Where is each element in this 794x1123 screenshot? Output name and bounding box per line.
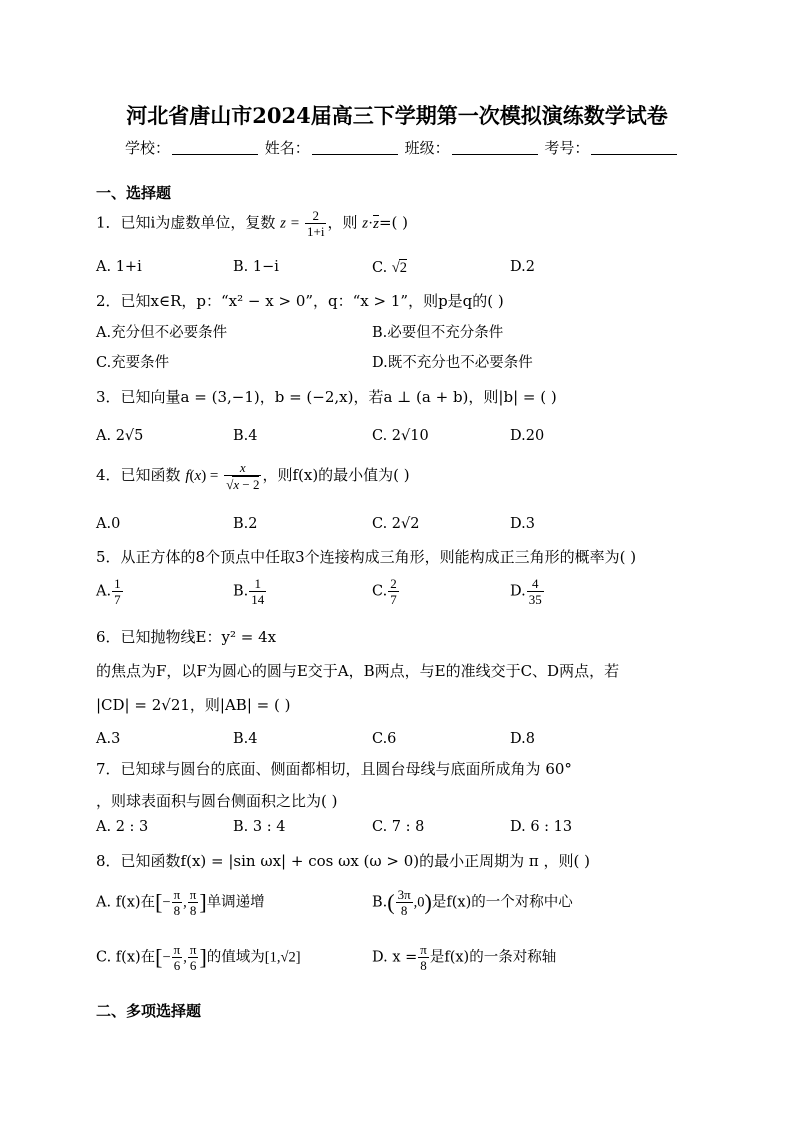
q4-option-b[interactable]: B.2 [233,516,258,532]
q8-option-b-post: 是f(x)的一个对称中心 [431,894,573,911]
question-6-line3: |CD| = 2√21，则|AB| = ( ) [96,696,291,714]
q1-option-c-label: C. [372,260,392,276]
question-5: 5．从正方体的8个顶点中任取3个连接构成三角形，则能构成正三角形的概率为( ) [96,548,637,566]
q4-text-post: ，则f(x)的最小值为( ) [262,466,410,484]
page-title: 河北省唐山市2024届高三下学期第一次模拟演练数学试卷 [126,103,668,128]
q8-option-d-post: 是f(x)的一条对称轴 [429,949,557,966]
q5-option-d-label: D. [510,583,526,600]
q4-number: 4． [96,466,121,484]
question-6-line2: 的焦点为F，以F为圆心的圆与E交于A，B两点，与E的准线交于C、D两点，若 [96,662,620,680]
q8-option-b-pre: B. [372,894,388,911]
q2-option-b[interactable]: B.必要但不充分条件 [372,325,504,341]
question-6-line1: 6．已知抛物线E：y² = 4x [96,628,277,646]
q5-option-a-label: A. [96,583,112,600]
q3-option-a[interactable]: A. 2√5 [96,428,144,444]
q6-option-b[interactable]: B.4 [233,731,258,747]
question-7-line1: 7．已知球与圆台的底面、侧面都相切，且圆台母线与底面所成角为 60° [96,760,572,778]
q5-option-d[interactable]: D. $\frac{4}{35}$ [510,576,542,607]
q1-fraction: $\frac{2}{1+i}$ [307,208,325,239]
section-2-heading: 二、多项选择题 [96,1002,202,1020]
q4-fraction: $\frac{x}{√x - 2}$ [226,460,260,492]
q3-option-b[interactable]: B.4 [233,428,258,444]
q4-option-d[interactable]: D.3 [510,516,535,532]
q8-option-a-pre: A. f(x)在 [96,894,156,911]
q3-option-c[interactable]: C. 2√10 [372,428,429,444]
question-7-line2: ，则球表面积与圆台侧面积之比为( ) [96,792,338,810]
q1-number: 1． [96,213,121,232]
q8-option-d[interactable]: D. x = $\frac{\pi}{8}$ 是f(x)的一条对称轴 [372,942,557,973]
q2-option-d[interactable]: D.既不充分也不必要条件 [372,355,533,371]
student-info-line [125,137,679,158]
q1-option-c[interactable]: C. √2 [372,260,408,276]
school-blank[interactable] [172,140,258,155]
q7-option-b[interactable]: B. 3 : 4 [233,819,286,835]
q6-option-a[interactable]: A.3 [96,731,121,747]
q8-option-c[interactable]: C. f(x)在[− $\frac{\pi}{6}$ , $\frac{\pi}{6}$ ]的值域为[1,√2] [96,942,301,973]
q8-option-c-pre: C. f(x)在 [96,949,156,966]
name-label: 姓名： [264,139,310,157]
class-label: 班级： [404,139,450,157]
q8-option-d-pre: D. x = [372,949,418,966]
section-1-heading: 一、选择题 [96,184,172,202]
q5-option-a[interactable]: A. $\frac{1}{7}$ [96,576,121,607]
q8-option-a[interactable]: A. f(x)在[− $\frac{\pi}{8}$ , $\frac{\pi}{8}$ ]单调递增 [96,887,265,918]
question-3: 3．已知向量a = (3,−1)，b = (−2,x)，若a ⊥ (a + b)，则|b| = ( ) [96,388,557,406]
q6-option-c[interactable]: C.6 [372,731,397,747]
q1-text-mid: ，则 [327,213,358,232]
q6-option-d[interactable]: D.8 [510,731,535,747]
q2-option-c[interactable]: C.充要条件 [96,355,170,371]
q5-option-b-label: B. [233,583,249,600]
name-blank[interactable] [312,140,398,155]
number-blank[interactable] [591,140,677,155]
q8-option-c-value: [1,√2] [264,949,301,966]
q4-text-pre: 已知函数 [120,466,181,484]
q2-option-a[interactable]: A.充分但不必要条件 [96,325,228,341]
question-2: 2．已知x∈R，p：“x² − x > 0”，q：“x > 1”，则p是q的( ) [96,292,504,310]
class-blank[interactable] [452,140,538,155]
q1-option-d[interactable]: D.2 [510,259,535,275]
q1-option-b[interactable]: B. 1−i [233,259,279,275]
q5-option-c[interactable]: C. $\frac{2}{7}$ [372,576,397,607]
q8-option-b[interactable]: B.( $\frac{3\pi}{8}$ ,0)是f(x)的一个对称中心 [372,887,573,918]
question-1: 1．已知i为虚数单位，复数 z = $\frac{2}{1+i}$ ，则 z·z=( ) [96,208,408,239]
q8-option-c-mid: 的值域为 [206,949,265,966]
q7-option-d[interactable]: D. 6 : 13 [510,819,573,835]
number-label: 考号： [544,139,590,157]
q1-text-pre: 已知i为虚数单位，复数 [120,213,276,232]
school-label: 学校： [125,139,171,157]
q5-option-c-label: C. [372,583,388,600]
question-8: 8．已知函数f(x) = |sin ωx| + cos ωx (ω > 0)的最小正周期为 π ，则( ) [96,852,590,870]
q8-option-a-post: 单调递增 [206,894,265,911]
q3-option-d[interactable]: D.20 [510,428,545,444]
question-4: 4．已知函数 f(x) = $\frac{x}{√x - 2}$ ，则f(x)的最小值为( ) [96,460,410,492]
q7-option-a[interactable]: A. 2 : 3 [96,819,149,835]
q4-option-a[interactable]: A.0 [96,516,121,532]
q7-option-c[interactable]: C. 7 : 8 [372,819,425,835]
q1-text-post: =( ) [378,213,408,232]
q1-option-a[interactable]: A. 1+i [96,259,142,275]
q5-option-b[interactable]: B. $\frac{1}{14}$ [233,576,265,607]
q4-option-c[interactable]: C. 2√2 [372,516,420,532]
